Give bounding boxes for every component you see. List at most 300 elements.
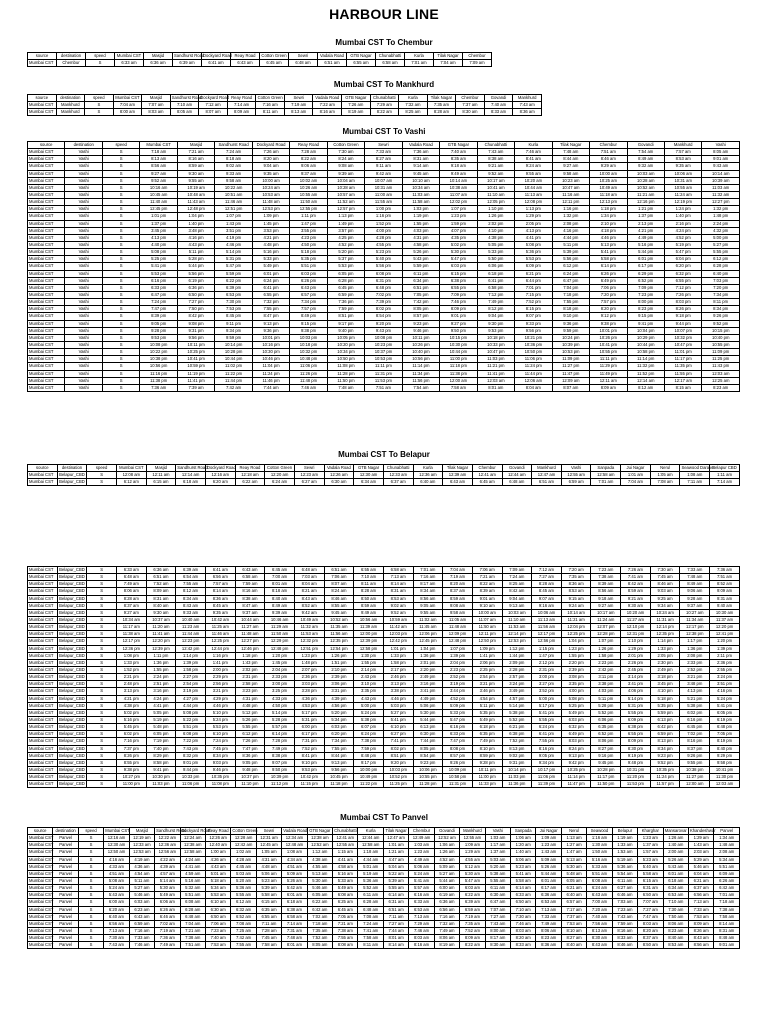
table-cell: 6:55 pm: [252, 291, 289, 298]
table-cell: 1:19 am: [612, 835, 637, 842]
table-cell: 5:38 pm: [502, 709, 532, 716]
table-cell: 11:55 am: [365, 199, 402, 206]
table-cell: Mumbai CST: [28, 674, 58, 681]
table-cell: 11:16 pm: [140, 370, 177, 377]
column-header: Cotton Green: [232, 828, 258, 834]
table-cell: 8:08 pm: [443, 745, 473, 752]
table-cell: 9:06 am: [680, 588, 710, 595]
table-cell: 1:43 pm: [215, 220, 252, 227]
table-cell: Belapur_CBD: [57, 681, 87, 688]
table-cell: 5:03 am: [485, 856, 510, 863]
table-cell: 11:00 pm: [472, 774, 502, 781]
table-cell: 4:27 pm: [176, 695, 206, 702]
table-cell: 9:35 am: [664, 163, 701, 170]
table-cell: 7:02 pm: [365, 291, 402, 298]
table-cell: 5:33 pm: [252, 256, 289, 263]
table-cell: 1:36 pm: [413, 652, 443, 659]
table-cell: Mumbai CST: [28, 184, 65, 191]
table-cell: 7:11 am: [383, 913, 408, 920]
table-cell: S: [85, 109, 114, 116]
table-cell: 8:13 pm: [650, 738, 680, 745]
table-cell: 10:48 pm: [290, 356, 327, 363]
table-cell: 2:49 pm: [413, 674, 443, 681]
table-cell: 3:03 pm: [294, 681, 324, 688]
table-cell: 2:17 pm: [383, 666, 413, 673]
table-cell: 6:22 am: [235, 479, 265, 486]
table-cell: 7:30 am: [511, 913, 536, 920]
table-cell: 1:33 pm: [383, 652, 413, 659]
table-cell: 1:58 pm: [591, 652, 621, 659]
table-cell: 10:34 am: [402, 184, 439, 191]
table-cell: 6:08 pm: [365, 270, 402, 277]
table-row: [28, 334, 740, 341]
table-cell: 7:56 am: [587, 920, 612, 927]
table-cell: Belapur_CBD: [57, 652, 87, 659]
table-cell: 6:28 pm: [702, 263, 740, 270]
table-cell: 5:56 pm: [552, 256, 589, 263]
table-cell: 11:06 pm: [290, 363, 327, 370]
table-cell: 12:06 pm: [413, 631, 443, 638]
table-cell: 7:23 am: [612, 906, 637, 913]
table-cell: 2:43 pm: [354, 674, 384, 681]
table-cell: 7:26 pm: [664, 291, 701, 298]
table-cell: 11:38 am: [116, 631, 146, 638]
table-cell: 10:44 pm: [440, 349, 477, 356]
table-cell: 12:42 pm: [383, 638, 413, 645]
table-cell: S: [87, 581, 117, 588]
table-cell: 8:34 pm: [205, 752, 235, 759]
table-cell: Vashi: [65, 334, 102, 341]
table-cell: 8:40 am: [663, 935, 688, 942]
table-cell: 7:44 am: [383, 927, 408, 934]
table-cell: 11:18 am: [590, 191, 627, 198]
table-cell: 10:52 pm: [383, 774, 413, 781]
table-cell: 6:52 pm: [627, 277, 664, 284]
table-cell: 5:18 am: [205, 877, 230, 884]
table-cell: 2:20 pm: [561, 659, 591, 666]
table-cell: Mumbai CST: [28, 220, 65, 227]
table-cell: 6:42 am: [714, 885, 740, 892]
table-cell: 6:21 pm: [502, 724, 532, 731]
table-cell: 6:59 pm: [327, 291, 364, 298]
table-cell: 6:59 am: [561, 479, 591, 486]
table-cell: 5:00 pm: [354, 702, 384, 709]
table-cell: 10:03 am: [627, 170, 664, 177]
table-cell: 5:26 pm: [402, 249, 439, 256]
column-header: Govandi: [434, 828, 459, 835]
column-header: Sewri: [294, 465, 324, 472]
table-cell: 11:25 pm: [383, 781, 413, 788]
table-cell: 11:50 am: [265, 631, 295, 638]
column-header: speed: [85, 95, 114, 102]
table-cell: 12:20 pm: [710, 624, 740, 631]
table-cell: 7:52 pm: [294, 745, 324, 752]
table-cell: 9:02 pm: [502, 752, 532, 759]
table-cell: 7:27 am: [532, 574, 562, 581]
table-cell: S: [87, 588, 117, 595]
table-cell: 9:33 am: [215, 170, 252, 177]
table-cell: 4:29 pm: [205, 695, 235, 702]
column-header: Mankhurd: [460, 828, 485, 835]
table-cell: 5:48 am: [561, 870, 586, 877]
table-cell: 8:06 am: [434, 935, 459, 942]
table-cell: 6:45 am: [333, 906, 358, 913]
table-cell: 9:55 am: [177, 177, 214, 184]
table-cell: 6:00 am: [434, 885, 459, 892]
table-cell: 10:56 pm: [140, 363, 177, 370]
table-cell: 9:13 pm: [252, 320, 289, 327]
table-cell: Vashi: [65, 313, 102, 320]
column-header: destination: [65, 142, 102, 149]
table-cell: 6:30 am: [485, 892, 510, 899]
table-cell: 6:12 pm: [702, 256, 740, 263]
table-cell: Belapur_CBD: [57, 766, 87, 773]
table-cell: 9:37 am: [235, 609, 265, 616]
table-cell: 7:51 am: [365, 384, 402, 391]
table-cell: 5:11 pm: [472, 702, 502, 709]
table-cell: 8:44 pm: [324, 752, 354, 759]
table-cell: 7:52 pm: [515, 299, 552, 306]
table-cell: 9:45 am: [402, 170, 439, 177]
table-cell: 11:24 pm: [650, 774, 680, 781]
table-cell: 6:55 am: [347, 60, 376, 67]
table-cell: 1:36 pm: [680, 645, 710, 652]
table-cell: 9:30 am: [146, 609, 176, 616]
table-cell: Mumbai CST: [28, 645, 58, 652]
table-cell: 6:24 pm: [354, 731, 384, 738]
table-cell: 1:04 pm: [561, 638, 591, 645]
table-cell: 8:27 am: [561, 935, 586, 942]
table-cell: 10:32 pm: [664, 334, 701, 341]
table-cell: 3:13 pm: [383, 681, 413, 688]
table-cell: 6:07 pm: [354, 724, 384, 731]
table-cell: 7:24 pm: [140, 299, 177, 306]
table-cell: Belapur_CBD: [57, 731, 87, 738]
table-cell: 12:20 am: [265, 472, 295, 479]
table-cell: 5:53 am: [205, 892, 230, 899]
table-cell: 11:29 am: [265, 624, 295, 631]
table-cell: 8:38 pm: [265, 752, 295, 759]
table-cell: 11:22 pm: [215, 370, 252, 377]
table-cell: 5:53 pm: [140, 270, 177, 277]
column-header: source: [28, 465, 58, 472]
table-cell: 10:42 pm: [294, 774, 324, 781]
table-cell: 1:50 am: [587, 849, 612, 856]
table-cell: S: [87, 724, 117, 731]
table-cell: 7:37 am: [561, 913, 586, 920]
table-cell: Mumbai CST: [28, 384, 65, 391]
table-cell: 6:29 pm: [627, 270, 664, 277]
table-cell: Belapur_CBD: [57, 609, 87, 616]
table-cell: 8:28 am: [427, 109, 456, 116]
table-cell: 8:11 am: [256, 109, 285, 116]
table-cell: 7:49 am: [155, 942, 180, 949]
table-cell: 9:30 pm: [477, 320, 514, 327]
table-cell: 12:03 am: [702, 370, 740, 377]
table-row: [28, 752, 740, 759]
table-cell: Mumbai CST: [29, 856, 54, 862]
table-cell: 6:15 am: [638, 877, 663, 884]
table-cell: Mumbai CST: [28, 163, 65, 170]
table-cell: S: [102, 206, 139, 213]
table-row: [28, 666, 740, 673]
table-cell: 7:27 am: [383, 920, 408, 927]
table-cell: 5:47 am: [460, 877, 485, 884]
table-cell: 6:16 pm: [140, 277, 177, 284]
table-cell: 6:55 am: [354, 567, 384, 574]
table-cell: 12:28 pm: [591, 631, 621, 638]
column-header: Sewri: [289, 53, 318, 60]
table-cell: 6:01 pm: [252, 270, 289, 277]
table-cell: 7:51 am: [180, 942, 205, 949]
table-cell: 6:30 pm: [413, 731, 443, 738]
table-cell: 7:47 am: [638, 913, 663, 920]
table-cell: 4:32 pm: [702, 227, 740, 234]
table-cell: 9:21 am: [477, 163, 514, 170]
table-cell: 9:38 pm: [116, 766, 146, 773]
table-cell: 12:58 am: [591, 472, 621, 479]
table-cell: 3:24 pm: [710, 674, 740, 681]
table-cell: 10:22 pm: [140, 349, 177, 356]
table-cell: 9:17 pm: [327, 320, 364, 327]
table-cell: 7:40 am: [587, 913, 612, 920]
table-cell: 5:28 pm: [265, 716, 295, 723]
table-cell: 7:30 am: [327, 149, 364, 156]
table-cell: 12:08 am: [116, 472, 146, 479]
table-cell: 7:34 pm: [290, 299, 327, 306]
table-cell: 7:49 pm: [472, 738, 502, 745]
table-cell: 11:53 am: [294, 631, 324, 638]
table-cell: 3:10 pm: [354, 681, 384, 688]
table-cell: 1:23 pm: [561, 645, 591, 652]
table-cell: Vashi: [65, 256, 102, 263]
table-cell: 9:38 pm: [290, 327, 327, 334]
table-cell: 7:39 pm: [365, 299, 402, 306]
table-cell: 2:06 pm: [472, 659, 502, 666]
table-cell: 8:33 am: [484, 109, 513, 116]
table-cell: 8:06 pm: [591, 738, 621, 745]
table-cell: 1:09 am: [460, 842, 485, 849]
table-cell: 7:41 am: [358, 927, 383, 934]
table-cell: 11:00 am: [365, 191, 402, 198]
table-cell: 5:16 am: [587, 856, 612, 863]
table-cell: 11:20 am: [146, 624, 176, 631]
table-cell: S: [78, 892, 103, 899]
table-cell: 12:56 pm: [532, 638, 562, 645]
table-cell: 1:02 am: [231, 849, 256, 856]
table-cell: 6:18 am: [282, 899, 307, 906]
table-cell: 4:47 am: [383, 856, 408, 863]
table-cell: 6:42 pm: [650, 724, 680, 731]
table-row: [28, 170, 740, 177]
timetable: [27, 94, 542, 116]
table-cell: 12:53 pm: [502, 638, 532, 645]
table-cell: S: [102, 284, 139, 291]
table-cell: 5:53 pm: [205, 724, 235, 731]
table-cell: 10:21 pm: [515, 334, 552, 341]
table-cell: 7:03 am: [294, 574, 324, 581]
table-row: [28, 892, 740, 899]
table-cell: 1:30 am: [587, 842, 612, 849]
table-cell: 11:10 pm: [235, 781, 265, 788]
table-cell: 6:48 am: [358, 906, 383, 913]
table-cell: 10:20 pm: [327, 341, 364, 348]
table-cell: 10:22 am: [215, 184, 252, 191]
table-cell: 5:38 pm: [680, 702, 710, 709]
table-cell: 1:57 am: [638, 849, 663, 856]
table-cell: 4:54 am: [129, 870, 154, 877]
table-cell: 4:53 pm: [294, 702, 324, 709]
table-row: [28, 724, 740, 731]
table-cell: Mumbai CST: [28, 341, 65, 348]
table-cell: 8:03 am: [409, 935, 434, 942]
table-cell: 9:32 am: [627, 163, 664, 170]
table-cell: 11:22 pm: [354, 781, 384, 788]
table-cell: 11:09 pm: [552, 356, 589, 363]
table-cell: 7:10 am: [663, 899, 688, 906]
table-cell: 8:30 pm: [621, 745, 651, 752]
table-cell: 6:51 am: [532, 479, 562, 486]
table-cell: 12:44 pm: [205, 645, 235, 652]
table-cell: 8:37 am: [443, 588, 473, 595]
table-cell: 9:05 pm: [235, 759, 265, 766]
table-cell: 7:40 am: [440, 149, 477, 156]
table-row: [28, 234, 740, 241]
table-cell: 2:09 pm: [502, 659, 532, 666]
table-cell: 4:46 pm: [383, 695, 413, 702]
table-cell: 10:26 pm: [590, 334, 627, 341]
table-row: [28, 479, 740, 486]
table-cell: 3:51 pm: [215, 227, 252, 234]
table-row: [28, 913, 740, 920]
table-cell: 10:07 pm: [664, 327, 701, 334]
table-cell: 9:52 pm: [650, 759, 680, 766]
table-cell: 7:10 am: [170, 102, 199, 109]
timetable: [27, 52, 492, 67]
table-cell: 8:41 pm: [294, 752, 324, 759]
table-cell: 1:05 am: [650, 472, 680, 479]
table-cell: S: [87, 759, 117, 766]
table-cell: 10:14 pm: [215, 341, 252, 348]
table-cell: 10:04 pm: [627, 327, 664, 334]
table-cell: 7:55 pm: [532, 738, 562, 745]
table-cell: 6:03 pm: [440, 263, 477, 270]
table-cell: 9:37 am: [290, 170, 327, 177]
table-cell: 12:00 am: [680, 781, 710, 788]
table-cell: 8:39 pm: [140, 313, 177, 320]
table-cell: 9:15 am: [561, 595, 591, 602]
table-cell: 5:55 pm: [235, 724, 265, 731]
table-cell: S: [102, 220, 139, 227]
table-cell: Mumbai CST: [29, 942, 54, 948]
table-cell: 6:42 am: [307, 906, 332, 913]
table-row: [28, 284, 740, 291]
table-cell: 12:46 pm: [235, 645, 265, 652]
table-cell: 7:42 am: [231, 935, 256, 942]
table-cell: 10:44 am: [515, 184, 552, 191]
table-cell: 9:03 am: [650, 588, 680, 595]
table-row: [28, 60, 492, 67]
table-cell: 1:19 pm: [402, 213, 439, 220]
column-header: Kharghar: [638, 828, 663, 835]
table-cell: 8:17 am: [485, 935, 510, 942]
table-cell: 10:05 pm: [327, 334, 364, 341]
table-cell: 10:58 pm: [443, 774, 473, 781]
table-cell: 12:50 pm: [472, 638, 502, 645]
table-cell: 8:02 pm: [365, 306, 402, 313]
table-cell: 7:35 am: [307, 927, 332, 934]
table-cell: 11:44 pm: [215, 377, 252, 384]
table-cell: 9:52 am: [477, 170, 514, 177]
timetable: [27, 566, 740, 788]
table-cell: 5:30 pm: [413, 709, 443, 716]
table-cell: 1:32 pm: [702, 206, 740, 213]
table-row: [28, 709, 740, 716]
table-cell: 6:53 pm: [215, 291, 252, 298]
table-cell: 9:31 am: [710, 595, 740, 602]
table-cell: 6:01 pm: [627, 256, 664, 263]
table-cell: 1:11 pm: [290, 213, 327, 220]
table-cell: 11:19 pm: [177, 370, 214, 377]
table-cell: 12:05 pm: [477, 199, 514, 206]
table-cell: 9:06 am: [290, 163, 327, 170]
table-cell: Mumbai CST: [28, 472, 58, 479]
table-cell: 11:27 am: [235, 624, 265, 631]
table-cell: Mumbai CST: [28, 609, 58, 616]
table-cell: Mumbai CST: [28, 479, 58, 486]
table-cell: 2:03 am: [688, 849, 713, 856]
table-cell: 9:26 pm: [680, 752, 710, 759]
table-cell: 7:03 am: [612, 899, 637, 906]
table-cell: 8:24 pm: [561, 745, 591, 752]
column-header: Govandi: [502, 465, 532, 472]
column-header: Chembur: [590, 142, 627, 149]
table-cell: 7:49 am: [536, 920, 561, 927]
table-cell: 6:37 am: [383, 479, 413, 486]
table-cell: 7:13 am: [536, 906, 561, 913]
column-header: source: [28, 142, 65, 149]
table-cell: Vashi: [65, 184, 102, 191]
table-cell: 12:55 pm: [290, 206, 327, 213]
table-cell: 2:31 pm: [235, 674, 265, 681]
table-cell: 10:01 pm: [590, 327, 627, 334]
column-header: Sandhurst Road: [156, 828, 187, 834]
table-cell: 1:36 pm: [146, 659, 176, 666]
table-cell: 12:30 am: [354, 472, 384, 479]
table-cell: 2:57 pm: [502, 674, 532, 681]
table-cell: 8:10 pm: [472, 745, 502, 752]
table-cell: 7:01 am: [413, 567, 443, 574]
table-cell: 1:08 am: [680, 472, 710, 479]
table-row: [28, 849, 740, 856]
table-cell: S: [87, 774, 117, 781]
table-cell: 5:52 am: [358, 885, 383, 892]
table-cell: 8:27 am: [365, 156, 402, 163]
table-cell: 11:03 am: [702, 184, 740, 191]
table-cell: 7:46 am: [290, 384, 327, 391]
table-cell: Vashi: [65, 213, 102, 220]
table-cell: 8:59 pm: [472, 752, 502, 759]
table-cell: 1:18 pm: [235, 652, 265, 659]
table-cell: 11:52 pm: [627, 370, 664, 377]
table-cell: 3:16 pm: [146, 688, 176, 695]
table-cell: 11:38 pm: [440, 370, 477, 377]
table-cell: 12:44 am: [358, 835, 383, 842]
table-row: [28, 716, 740, 723]
table-cell: 5:44 pm: [177, 263, 214, 270]
table-cell: S: [87, 567, 117, 574]
table-cell: 12:27 pm: [235, 638, 265, 645]
